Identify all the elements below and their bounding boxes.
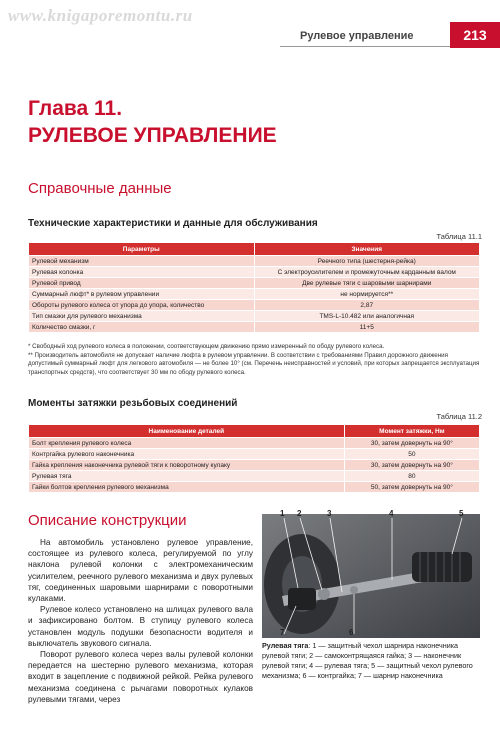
table-row [29,311,480,322]
description-paragraph: Рулевое колесо установлено на шлицах рулевого вала и зафиксировано болтом. В ступицу рулевого колеса установлен модуль подушки безопасности водителя и выключатель звукового сигнала. [28,605,253,648]
specs-value: не нормируется** [254,289,480,300]
table-row [29,460,480,471]
specs-notes [28,343,480,377]
specs-param: Рулевая колонка [29,267,255,278]
specs-param: Обороты рулевого колеса от упора до упора, количество [29,300,255,311]
torque-part: Гайки болтов крепления рулевого механизма [29,482,345,493]
table-row [29,471,480,482]
specs-param: Тип смазки для рулевого механизма [29,311,255,322]
specs-header-row [29,243,480,256]
specs-title: Технические характеристики и данные для обслуживания [28,218,318,229]
torque-value: 30, затем довернуть на 90° [344,438,479,449]
callout-1: 1 [280,509,285,518]
torque-part: Болт крепления рулевого колеса [29,438,345,449]
chapter-number: Глава 11. [28,97,123,120]
table-row [29,482,480,493]
specs-col-params: Параметры [29,243,255,256]
torque-caption: Таблица 11.2 [436,412,482,421]
callout-2: 2 [297,509,302,518]
table-row [29,300,480,311]
figure-caption-lead: Рулевая тяга [262,641,309,650]
section-title-reference: Справочные данные [28,180,172,197]
joint-boot-shape [288,588,316,610]
specs-value: 2,87 [254,300,480,311]
specs-caption: Таблица 11.1 [436,232,482,241]
header-rule [280,46,450,47]
specs-col-values: Значения [254,243,480,256]
callout-6: 6 [349,628,354,637]
description-text [28,537,253,705]
callout-7: 7 [280,628,285,637]
table-row [29,278,480,289]
specs-value: TMS-L-10.482 или аналогичная [254,311,480,322]
specs-param: Количество смазки, г [29,322,255,333]
footnote: * Свободный ход рулевого колеса в положении, соответствующем движению прямо измеренный по ободу рулевого колеса. [28,343,385,350]
description-paragraph: Поворот рулевого колеса через валы рулевой колонки передается на шестерню рулевого механизма, которая входит в зацепление с подвижной рейкой. Рейка рулевого механизма соединена с рычагами поворотных кулаков рулевыми тягами, через [28,650,253,704]
torque-header-row [29,425,480,438]
specs-param: Рулевой привод [29,278,255,289]
table-row [29,449,480,460]
torque-value: 30, затем довернуть на 90° [344,460,479,471]
table-row [29,289,480,300]
description-paragraph: На автомобиль установлено рулевое управление, состоящее из рулевого колеса, регулируемой по углу наклона рулевой колонки с электромеханическим усилителем, реечного рулевого механизма и двух рулевых тяг, соединенных шаровыми шарнирами с поворотными кулаками. [28,538,253,604]
specs-value: Две рулевые тяги с шаровыми шарнирами [254,278,480,289]
torque-value: 80 [344,471,479,482]
torque-value: 50, затем довернуть на 90° [344,482,479,493]
table-row [29,322,480,333]
nut-shape [318,588,330,600]
specs-value: Реечного типа (шестерня-рейка) [254,256,480,267]
torque-col-parts: Наименование деталей [29,425,345,438]
lock-nut-shape [350,586,358,594]
callout-3: 3 [327,509,332,518]
chapter-title [28,95,277,149]
torque-col-torque: Момент затяжки, Нм [344,425,479,438]
specs-table [28,242,480,333]
table-row [29,438,480,449]
footnote: ** Производитель автомобиля не допускает наличие люфта в рулевом управлении. В соответствии с требованиями Правил дорожного движения допустимый суммарный люфт для легкового автомобиля — не более 10° (см. Перечень неисправностей и условий, при которых запрещается эксплуатация транспортных средств), что соответствует 30 мм по ободу рулевого колеса. [28,351,480,376]
torque-title: Моменты затяжки резьбовых соединений [28,398,238,409]
torque-part: Гайка крепления наконечника рулевой тяги к поворотному кулаку [29,460,345,471]
callout-4: 4 [389,509,394,518]
callout-5: 5 [459,509,464,518]
chapter-name: РУЛЕВОЕ УПРАВЛЕНИЕ [28,124,277,147]
table-row [29,267,480,278]
running-header: Рулевое управление [300,30,414,42]
specs-value: 11+5 [254,322,480,333]
specs-value: С электроусилителем и промежуточным карданным валом [254,267,480,278]
tie-rod-photo [262,514,480,638]
figure-caption [262,641,480,681]
section-title-description: Описание конструкции [28,512,187,529]
torque-part: Контргайка рулевого наконечника [29,449,345,460]
specs-param: Рулевой механизм [29,256,255,267]
page-number: 213 [450,22,500,48]
watermark: www.knigaporemontu.ru [8,6,193,25]
torque-table [28,424,480,493]
figure-caption-text: : 1 — защитный чехол шарнира наконечника рулевой тяги; 2 — самоконтрящаяся гайка; 3 — наконечник рулевой тяги; 4 — рулевая тяга; 5 — защитный чехол рулевого механизма; 6 — контргайка; 7 — шарнир наконечника [262,641,473,680]
table-row [29,256,480,267]
torque-value: 50 [344,449,479,460]
specs-param: Суммарный люфт* в рулевом управлении [29,289,255,300]
torque-part: Рулевая тяга [29,471,345,482]
